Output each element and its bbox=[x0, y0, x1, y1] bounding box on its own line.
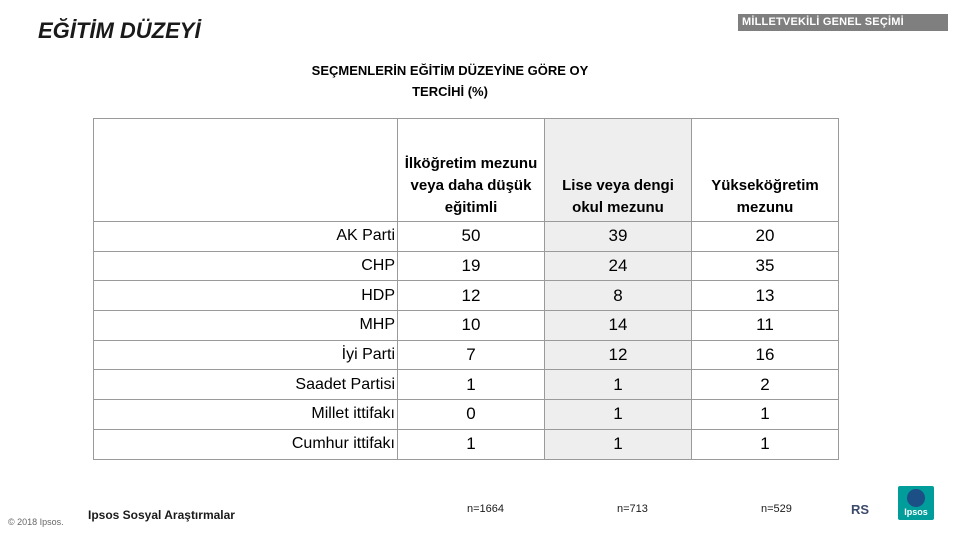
table-row bbox=[94, 340, 839, 370]
sample-size-high-school: n=713 bbox=[617, 503, 648, 515]
table-body bbox=[94, 222, 839, 460]
party-name-cell: Saadet Partisi bbox=[94, 370, 398, 400]
value-cell: 12 bbox=[398, 281, 545, 311]
footer-organization: Ipsos Sosyal Araştırmalar bbox=[88, 508, 235, 522]
table-row bbox=[94, 429, 839, 459]
party-name-cell: AK Parti bbox=[94, 222, 398, 252]
header-empty-cell bbox=[94, 119, 398, 222]
value-cell: 20 bbox=[692, 222, 839, 252]
table-row bbox=[94, 311, 839, 341]
value-cell: 1 bbox=[545, 429, 692, 459]
ipsos-logo-word: Ipsos bbox=[904, 507, 928, 517]
results-table bbox=[93, 118, 839, 460]
table-header-row bbox=[94, 119, 839, 222]
table-row bbox=[94, 281, 839, 311]
election-badge: MİLLETVEKİLİ GENEL SEÇİMİ bbox=[738, 14, 948, 31]
party-name-cell: HDP bbox=[94, 281, 398, 311]
value-cell: 2 bbox=[692, 370, 839, 400]
table-row bbox=[94, 370, 839, 400]
header-primary-education: İlköğretim mezunu veya daha düşük eğitimli bbox=[398, 119, 545, 222]
party-name-cell: Cumhur ittifakı bbox=[94, 429, 398, 459]
ipsos-logo bbox=[898, 486, 934, 520]
value-cell: 1 bbox=[545, 400, 692, 430]
value-cell: 12 bbox=[545, 340, 692, 370]
sample-size-higher: n=529 bbox=[761, 503, 792, 515]
value-cell: 1 bbox=[692, 429, 839, 459]
value-cell: 50 bbox=[398, 222, 545, 252]
value-cell: 1 bbox=[398, 429, 545, 459]
header-higher-education: Yükseköğretim mezunu bbox=[692, 119, 839, 222]
party-name-cell: CHP bbox=[94, 251, 398, 281]
page-title: EĞİTİM DÜZEYİ bbox=[38, 18, 201, 43]
value-cell: 11 bbox=[692, 311, 839, 341]
value-cell: 1 bbox=[545, 370, 692, 400]
value-cell: 19 bbox=[398, 251, 545, 281]
copyright-text: © 2018 Ipsos. bbox=[8, 517, 64, 527]
table-row bbox=[94, 400, 839, 430]
value-cell: 0 bbox=[398, 400, 545, 430]
party-name-cell: İyi Parti bbox=[94, 340, 398, 370]
value-cell: 14 bbox=[545, 311, 692, 341]
party-name-cell: MHP bbox=[94, 311, 398, 341]
value-cell: 13 bbox=[692, 281, 839, 311]
value-cell: 8 bbox=[545, 281, 692, 311]
rs-logo: RS bbox=[851, 502, 870, 517]
sample-size-primary: n=1664 bbox=[467, 503, 505, 515]
value-cell: 39 bbox=[545, 222, 692, 252]
value-cell: 1 bbox=[398, 370, 545, 400]
header-high-school: Lise veya dengi okul mezunu bbox=[545, 119, 692, 222]
ipsos-logo-circle-icon bbox=[907, 489, 925, 507]
table-row bbox=[94, 251, 839, 281]
table-subtitle bbox=[250, 60, 650, 102]
value-cell: 16 bbox=[692, 340, 839, 370]
value-cell: 1 bbox=[692, 400, 839, 430]
table-row bbox=[94, 222, 839, 252]
party-name-cell: Millet ittifakı bbox=[94, 400, 398, 430]
value-cell: 7 bbox=[398, 340, 545, 370]
value-cell: 24 bbox=[545, 251, 692, 281]
subtitle-line-2: TERCİHİ (%) bbox=[412, 84, 488, 99]
subtitle-line-1: SEÇMENLERİN EĞİTİM DÜZEYİNE GÖRE OY bbox=[311, 63, 589, 78]
value-cell: 10 bbox=[398, 311, 545, 341]
value-cell: 35 bbox=[692, 251, 839, 281]
